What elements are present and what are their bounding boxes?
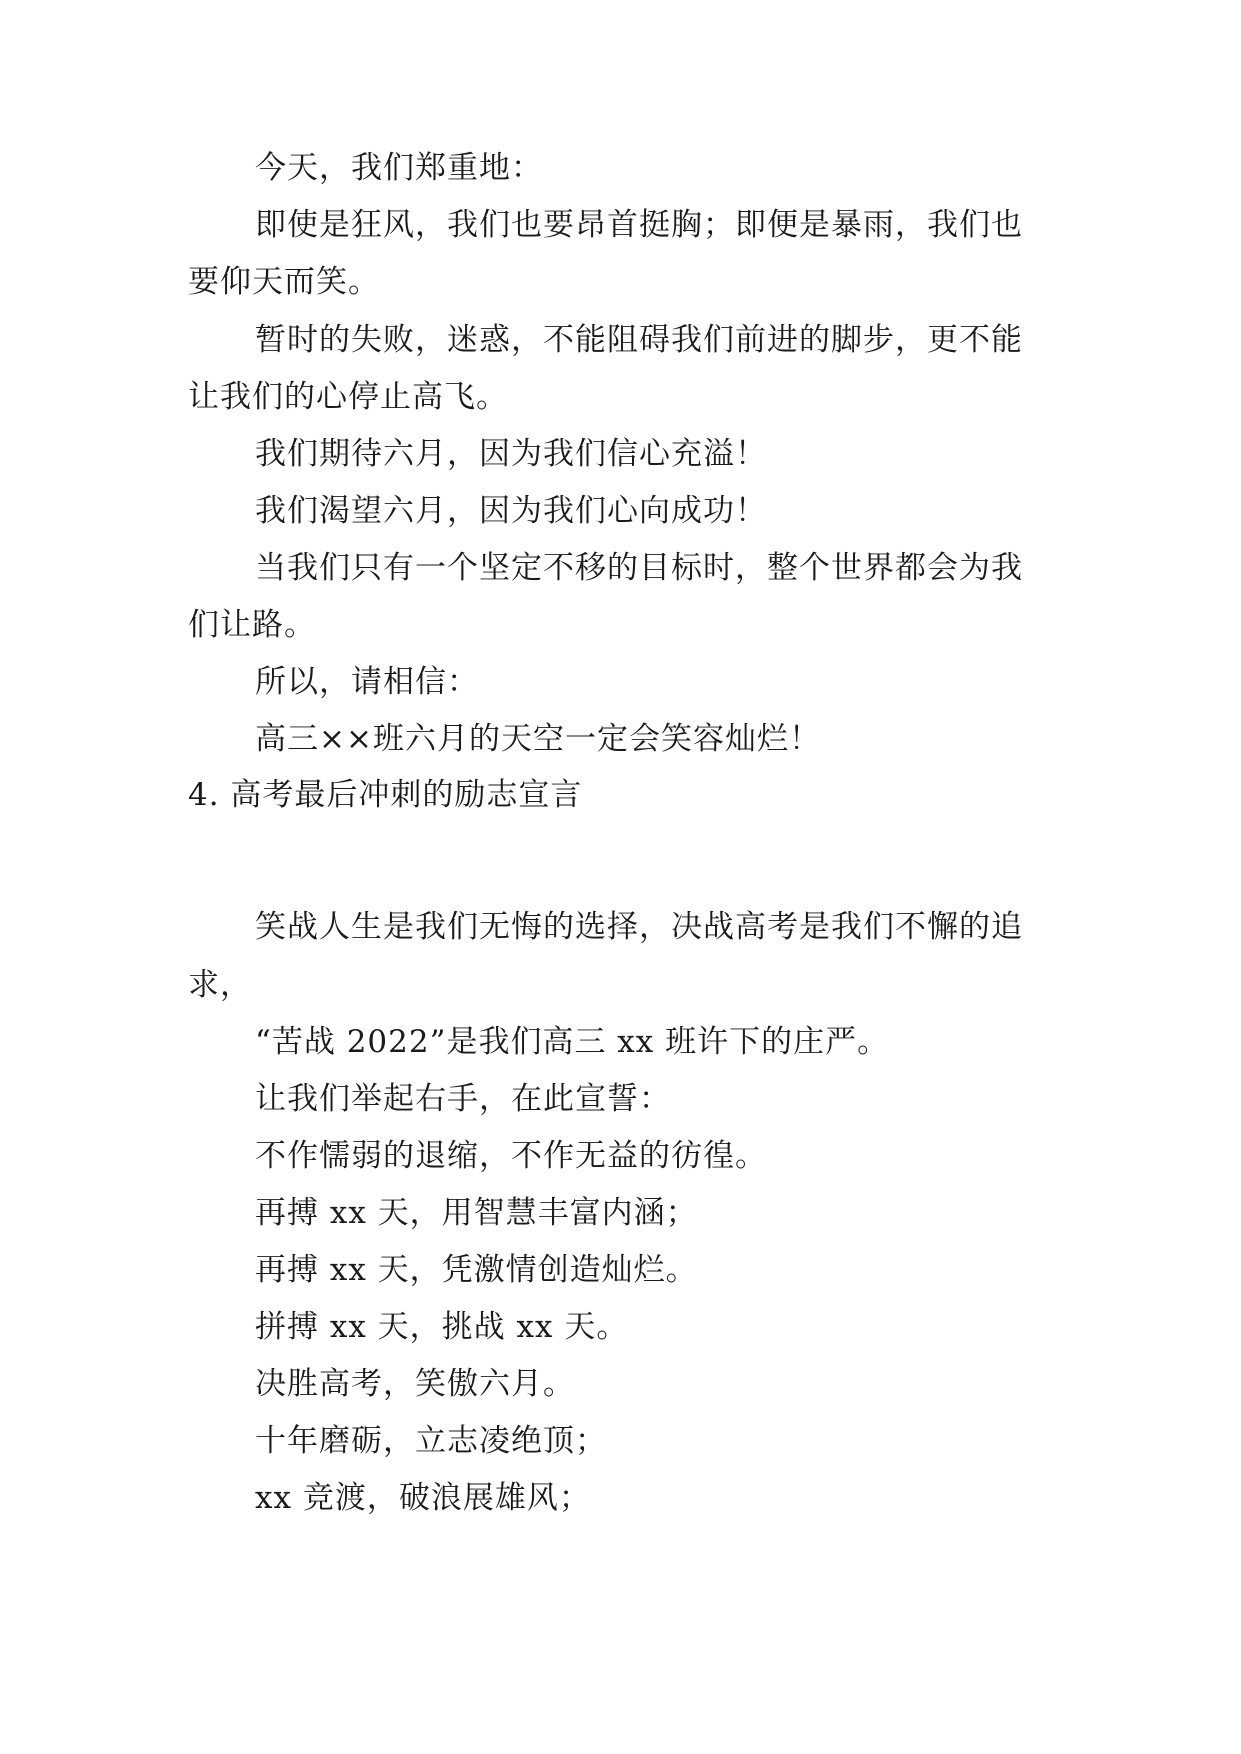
paragraph-line: 要仰天而笑。	[188, 264, 380, 300]
paragraph-line: 决胜高考，笑傲六月。	[255, 1366, 575, 1402]
paragraph-line: 所以，请相信：	[255, 664, 479, 700]
paragraph-line: 不作懦弱的退缩，不作无益的彷徨。	[255, 1138, 767, 1174]
paragraph-line: 即使是狂风，我们也要昂首挺胸；即便是暴雨，我们也	[255, 207, 1023, 243]
paragraph-line: 拼搏 xx 天，挑战 xx 天。	[255, 1309, 629, 1345]
paragraph-line: 求，	[188, 967, 252, 1003]
paragraph-line: 暂时的失败，迷惑，不能阻碍我们前进的脚步，更不能	[255, 322, 1023, 358]
paragraph-line: 让我们举起右手，在此宣誓：	[255, 1081, 671, 1117]
paragraph-line: 高三××班六月的天空一定会笑容灿烂！	[255, 721, 821, 757]
paragraph-line: 再搏 xx 天，用智慧丰富内涵；	[255, 1195, 698, 1231]
paragraph-line: 当我们只有一个坚定不移的目标时，整个世界都会为我	[255, 550, 1023, 586]
paragraph-line: xx 竞渡，破浪展雄风；	[255, 1480, 591, 1516]
paragraph-line: 让我们的心停止高飞。	[188, 379, 508, 415]
paragraph-line: 我们期待六月，因为我们信心充溢！	[255, 436, 767, 472]
paragraph-line: 十年磨砺，立志凌绝顶；	[255, 1423, 607, 1459]
paragraph-line: 今天，我们郑重地：	[255, 150, 543, 186]
paragraph-line: 我们渴望六月，因为我们心向成功！	[255, 493, 767, 529]
paragraph-line: 再搏 xx 天，凭激情创造灿烂。	[255, 1252, 698, 1288]
section-heading: 4. 高考最后冲刺的励志宣言	[188, 777, 583, 813]
paragraph-line: 笑战人生是我们无悔的选择，决战高考是我们不懈的追	[255, 909, 1023, 945]
paragraph-line: 们让路。	[188, 607, 316, 643]
paragraph-line: “苦战 2022”是我们高三 xx 班许下的庄严。	[255, 1024, 890, 1060]
